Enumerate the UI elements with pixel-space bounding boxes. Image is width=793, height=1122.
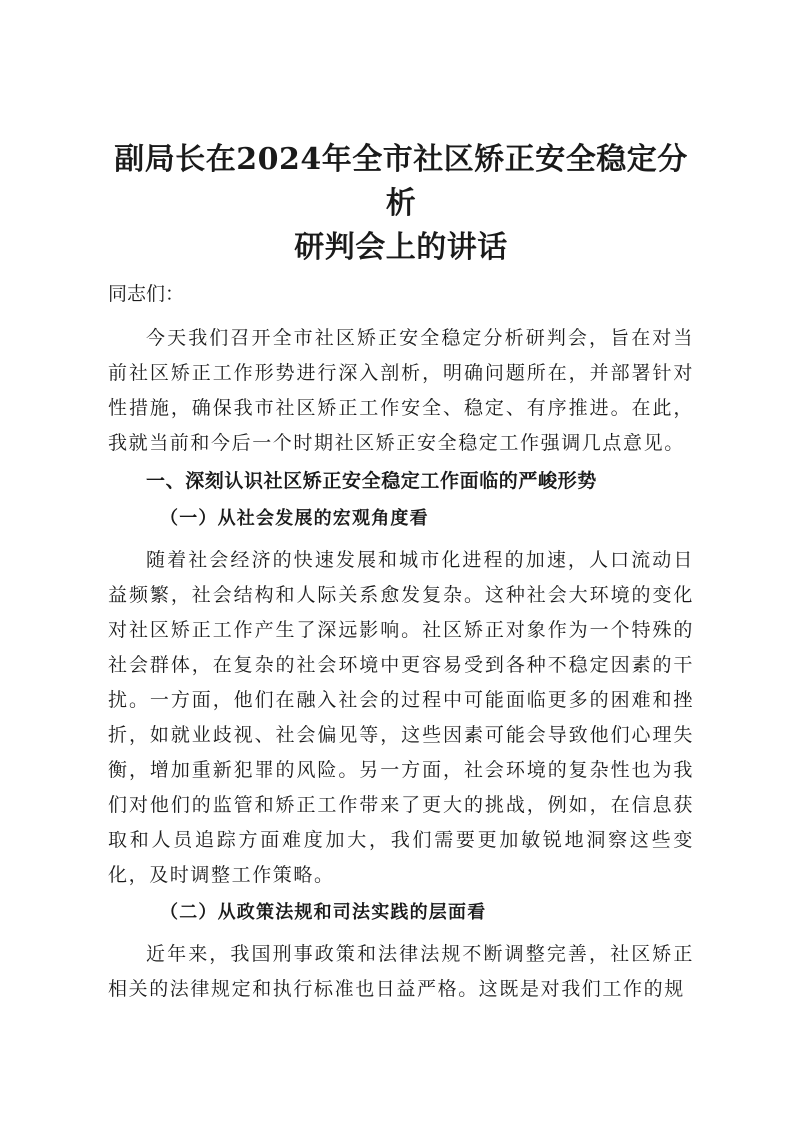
- title-line-1: 副局长在2024年全市社区矫正安全稳定分析: [114, 142, 688, 221]
- document-page: [108, 138, 694, 1007]
- subsection-1-heading: （一）从社会发展的宏观角度看: [160, 508, 429, 529]
- salutation: 同志们：: [108, 283, 185, 305]
- intro-paragraph: 今天我们召开全市社区矫正安全稳定分析研判会，旨在对当前社区矫正工作形势进行深入剖析，明确问题所在，并部署针对性措施，确保我市社区矫正工作安全、稳定、有序推进。在此，我就当前和今后一个时期社区矫正安全稳定工作强调几点意见。: [108, 327, 694, 454]
- section-1-heading: 一、深刻认识社区矫正安全稳定工作面临的严峻形势: [146, 470, 597, 492]
- document-title: [108, 138, 694, 270]
- subsection-2-heading: （二）从政策法规和司法实践的层面看: [160, 902, 487, 923]
- title-line-2: 研判会上的讲话: [294, 230, 508, 265]
- subsection-1-paragraph: 随着社会经济的快速发展和城市化进程的加速，人口流动日益频繁，社会结构和人际关系愈发复杂。这种社会大环境的变化对社区矫正工作产生了深远影响。社区矫正对象作为一个特殊的社会群体，在复杂的社会环境中更容易受到各种不稳定因素的干扰。一方面，他们在融入社会的过程中可能面临更多的困难和挫折，如就业歧视、社会偏见等，这些因素可能会导致他们心理失衡，增加重新犯罪的风险。另一方面，社会环境的复杂性也为我们对他们的监管和矫正工作带来了更大的挑战，例如，在信息获取和人员追踪方面难度加大，我们需要更加敏锐地洞察这些变化，及时调整工作策略。: [108, 549, 694, 886]
- subsection-2-paragraph: 近年来，我国刑事政策和法律法规不断调整完善，社区矫正相关的法律规定和执行标准也日益严格。这既是对我们工作的规: [108, 943, 694, 1000]
